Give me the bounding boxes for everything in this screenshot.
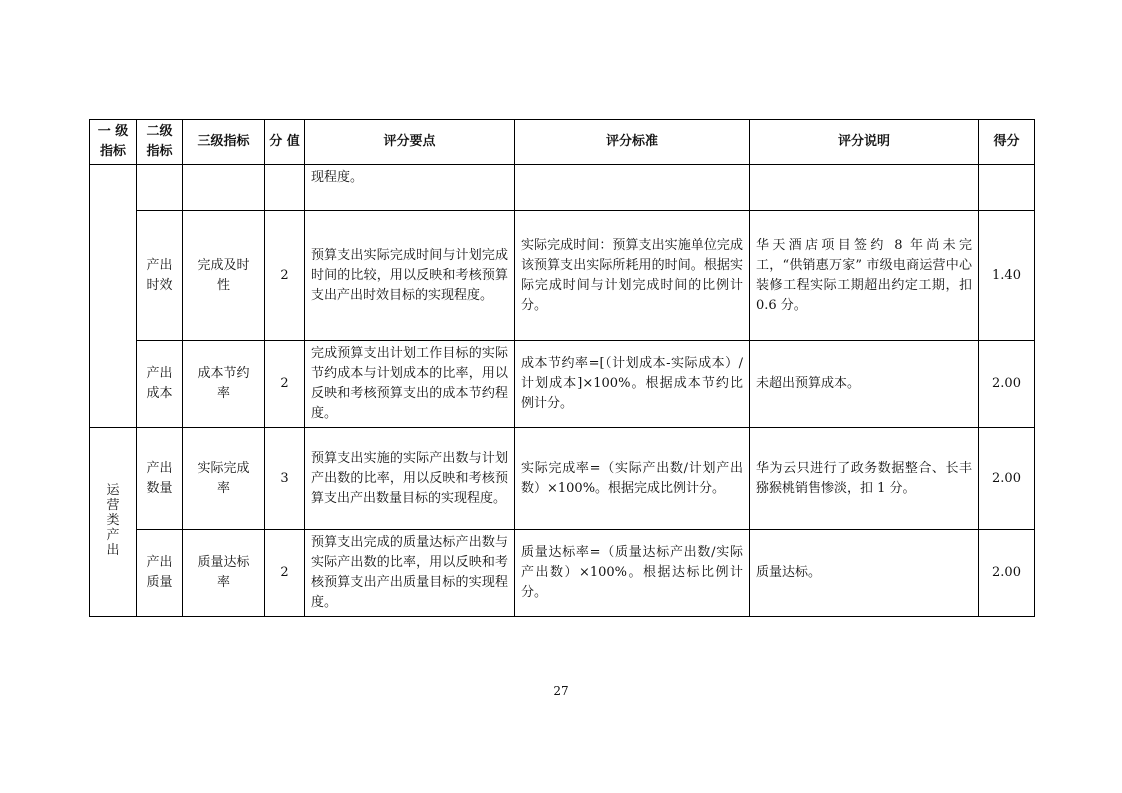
score-cell: 2.00 — [979, 530, 1035, 617]
score-cell — [979, 165, 1035, 211]
level2-cell: 产出 质量 — [137, 530, 183, 617]
header-level1: 一 级 指标 — [90, 120, 137, 165]
notes-cell: 华为云只进行了政务数据整合、长丰猕猴桃销售惨淡，扣 1 分。 — [750, 428, 979, 530]
header-points: 分 值 — [265, 120, 305, 165]
level2-cell: 产出 数量 — [137, 428, 183, 530]
key-points-cell: 预算支出实际完成时间与计划完成时间的比较，用以反映和考核预算支出产出时效目标的实现程度。 — [305, 211, 515, 341]
criteria-cell: 实际完成率=（实际产出数/计划产出数）×100%。根据完成比例计分。 — [515, 428, 750, 530]
level3-cell: 成本节约 率 — [183, 341, 265, 428]
level3-cell — [183, 165, 265, 211]
key-points-cell: 现程度。 — [305, 165, 515, 211]
level2-cell: 产出 时效 — [137, 211, 183, 341]
level3-cell: 完成及时 性 — [183, 211, 265, 341]
key-points-cell: 预算支出实施的实际产出数与计划产出数的比率，用以反映和考核预算支出产出数量目标的实现程度。 — [305, 428, 515, 530]
key-points-cell: 预算支出完成的质量达标产出数与实际产出数的比率，用以反映和考核预算支出产出质量目标的实现程度。 — [305, 530, 515, 617]
level1-cell — [90, 428, 137, 617]
scoring-table — [89, 119, 1035, 617]
points-cell — [265, 165, 305, 211]
points-cell: 2 — [265, 341, 305, 428]
header-row — [90, 120, 1035, 165]
header-level3: 三级指标 — [183, 120, 265, 165]
header-notes: 评分说明 — [750, 120, 979, 165]
criteria-cell: 成本节约率=[（计划成本-实际成本）/计划成本]×100%。根据成本节约比例计分。 — [515, 341, 750, 428]
points-cell: 2 — [265, 530, 305, 617]
table-row — [90, 211, 1035, 341]
level2-cell: 产出 成本 — [137, 341, 183, 428]
notes-cell: 未超出预算成本。 — [750, 341, 979, 428]
points-cell: 2 — [265, 211, 305, 341]
level1-cell-continued — [90, 165, 137, 428]
score-cell: 1.40 — [979, 211, 1035, 341]
score-cell: 2.00 — [979, 428, 1035, 530]
level2-cell — [137, 165, 183, 211]
group-label: 运营类产出 — [106, 483, 120, 558]
table-row — [90, 165, 1035, 211]
table-row — [90, 341, 1035, 428]
score-cell: 2.00 — [979, 341, 1035, 428]
points-cell: 3 — [265, 428, 305, 530]
header-level2: 二级 指标 — [137, 120, 183, 165]
criteria-cell: 实际完成时间：预算支出实施单位完成该预算支出实际所耗用的时间。根据实际完成时间与计划完成时间的比例计分。 — [515, 211, 750, 341]
level3-cell: 实际完成 率 — [183, 428, 265, 530]
header-score: 得分 — [979, 120, 1035, 165]
header-criteria: 评分标准 — [515, 120, 750, 165]
table-row — [90, 428, 1035, 530]
header-key-points: 评分要点 — [305, 120, 515, 165]
notes-cell: 质量达标。 — [750, 530, 979, 617]
page-number: 27 — [553, 684, 569, 698]
notes-cell: 华天酒店项目签约 8 年尚未完工，“供销惠万家” 市级电商运营中心装修工程实际工期超出约定工期，扣 0.6 分。 — [750, 211, 979, 341]
notes-cell — [750, 165, 979, 211]
table-row — [90, 530, 1035, 617]
criteria-cell: 质量达标率=（质量达标产出数/实际产出数）×100%。根据达标比例计分。 — [515, 530, 750, 617]
key-points-cell: 完成预算支出计划工作目标的实际节约成本与计划成本的比率，用以反映和考核预算支出的成本节约程度。 — [305, 341, 515, 428]
level3-cell: 质量达标 率 — [183, 530, 265, 617]
criteria-cell — [515, 165, 750, 211]
